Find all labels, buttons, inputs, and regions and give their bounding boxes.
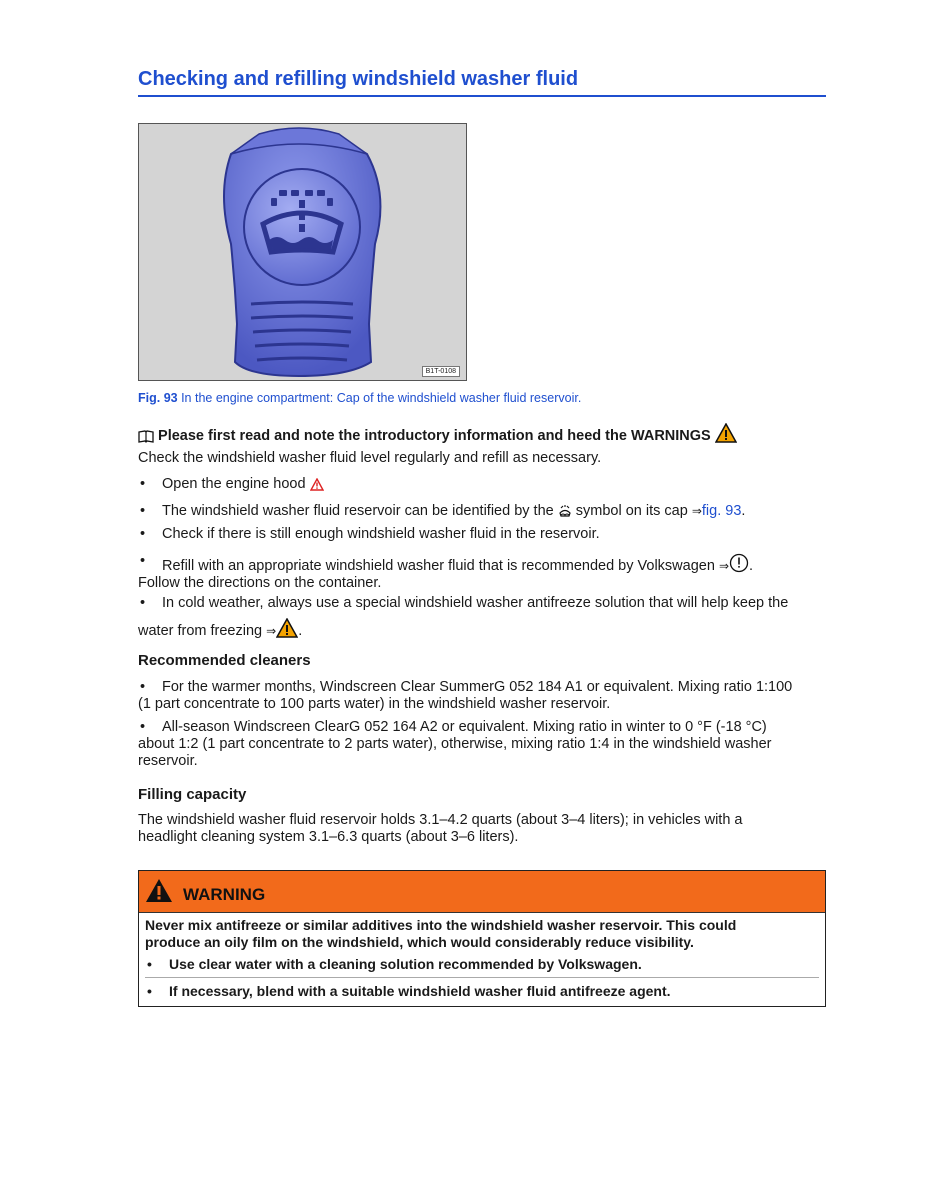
read-note <box>138 423 826 445</box>
bullet: • <box>140 595 146 611</box>
capacity-text <box>138 812 826 846</box>
step-4-text: Refill with an appropriate windshield washer fluid that is recommended by Volkswagen <box>162 558 715 574</box>
cleaners-heading: Recommended cleaners <box>138 652 311 669</box>
list-item <box>138 679 826 713</box>
caution-circle-icon <box>729 553 749 573</box>
warning-body <box>139 913 825 1006</box>
warning-triangle-icon <box>310 478 324 491</box>
bullet: • <box>140 476 146 492</box>
bullet: • <box>147 983 152 999</box>
step-2-text-a: The windshield washer fluid reservoir can be identified by the <box>162 503 554 519</box>
step-4-end: . <box>749 558 754 574</box>
arrow-right-icon: ⇒ <box>266 624 277 638</box>
washer-cap-illustration <box>139 124 466 380</box>
list-item-first-line <box>138 679 826 696</box>
bullet: • <box>147 956 152 972</box>
figure-caption <box>138 391 581 405</box>
warning-item-1: Use clear water with a cleaning solution recommended by Volkswagen. <box>169 956 642 972</box>
warning-header <box>139 871 825 913</box>
figure-caption-ref: Fig. 93 <box>138 391 178 405</box>
step-4-continuation: Follow the directions on the container. <box>138 575 382 591</box>
step-5-end: . <box>298 623 303 639</box>
list-item-first-line <box>138 719 826 736</box>
figure-link[interactable]: fig. 93 <box>701 503 742 519</box>
step-text <box>162 553 753 575</box>
figure-id-label: B1T-0108 <box>422 366 460 377</box>
list-item <box>138 503 826 520</box>
step-text <box>162 503 745 520</box>
list-item <box>138 526 826 543</box>
step-3-text: Check if there is still enough windshield washer fluid in the reservoir. <box>162 526 600 542</box>
warning-para-line-2: produce an oily film on the windshield, which would considerably reduce visibility. <box>145 934 694 950</box>
list-item-first-line <box>138 595 826 612</box>
intro-line: Check the windshield washer fluid level regularly and refill as necessary. <box>138 450 602 466</box>
step-2-end: . <box>741 503 746 519</box>
bullet: • <box>140 503 146 519</box>
washer-symbol-icon <box>558 505 572 518</box>
cleaner-2-continuation-2: reservoir. <box>138 753 198 769</box>
step-5-cont-text: water from freezing <box>138 623 263 639</box>
figure-93 <box>138 123 467 381</box>
warning-title: WARNING <box>183 885 266 904</box>
warning-triangle-icon <box>145 878 173 903</box>
list-item <box>138 595 826 640</box>
bullet: • <box>140 719 146 735</box>
cleaner-1-text: For the warmer months, Windscreen Clear SummerG 052 184 A1 or equivalent. Mixing ratio 1:100 <box>162 679 793 695</box>
warning-triangle-icon <box>715 423 737 443</box>
page-title: Checking and refilling windshield washer fluid <box>138 68 826 97</box>
capacity-heading: Filling capacity <box>138 786 247 803</box>
cleaner-2-continuation: about 1:2 (1 part concentrate to 2 parts water), otherwise, mixing ratio 1:4 in the windshield washer <box>138 736 772 752</box>
warning-list-item <box>145 956 819 973</box>
divider <box>145 977 819 978</box>
step-5-continuation <box>138 618 826 640</box>
step-5-text: In cold weather, always use a special windshield washer antifreeze solution that will help keep the <box>162 595 789 611</box>
figure-caption-text: In the engine compartment: Cap of the windshield washer fluid reservoir. <box>181 391 582 405</box>
list-item <box>138 476 826 493</box>
list-item <box>138 719 826 770</box>
bullet: • <box>140 526 146 542</box>
capacity-line-2: headlight cleaning system 3.1–6.3 quarts (about 3–6 liters). <box>138 829 519 845</box>
step-text <box>162 476 324 493</box>
warning-para-line-1: Never mix antifreeze or similar additives into the windshield washer reservoir. This could <box>145 917 737 933</box>
step-2-text-b: symbol on its cap <box>575 503 688 519</box>
warning-list-item <box>145 983 819 1000</box>
warning-box <box>138 870 826 1007</box>
cleaner-2-text: All-season Windscreen ClearG 052 164 A2 or equivalent. Mixing ratio in winter to 0 °F (-18 °C) <box>162 719 767 735</box>
list-item <box>138 553 826 592</box>
arrow-right-icon: ⇒ <box>718 559 729 573</box>
step-1-text: Open the engine hood <box>162 476 306 492</box>
read-note-text: Please first read and note the introductory information and heed the WARNINGS <box>158 428 711 444</box>
bullet: • <box>140 553 146 569</box>
bullet: • <box>140 679 146 695</box>
warning-triangle-icon <box>276 618 298 638</box>
arrow-right-icon: ⇒ <box>691 504 702 518</box>
capacity-line-1: The windshield washer fluid reservoir holds 3.1–4.2 quarts (about 3–4 liters); in vehicles with a <box>138 812 743 828</box>
warning-item-2: If necessary, blend with a suitable windshield washer fluid antifreeze agent. <box>169 983 671 999</box>
book-icon <box>138 430 154 443</box>
cleaner-1-continuation: (1 part concentrate to 100 parts water) in the windshield washer reservoir. <box>138 696 611 712</box>
list-item-first-line <box>138 553 826 575</box>
